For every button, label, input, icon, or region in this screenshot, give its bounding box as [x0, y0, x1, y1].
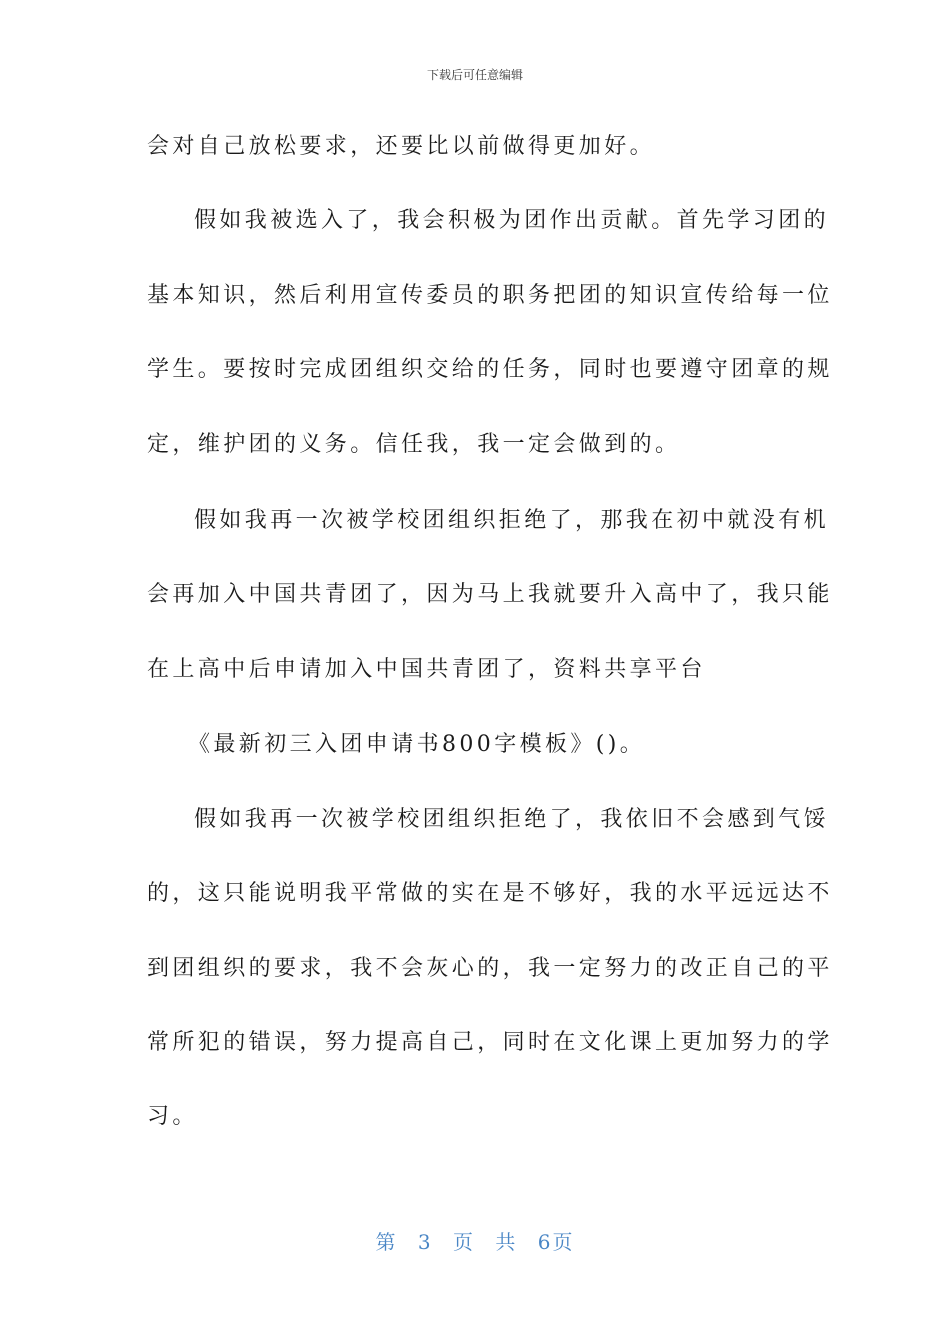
footer-total-label: 共 — [495, 1230, 518, 1254]
text-line: 基本知识，然后利用宣传委员的职务把团的知识宣传给每一位 — [147, 283, 833, 308]
text-line: 会再加入中国共青团了，因为马上我就要升入高中了，我只能 — [147, 582, 833, 607]
footer-page-label: 页 — [453, 1230, 475, 1254]
text-line: 习。 — [147, 1104, 198, 1129]
footer-total-pages: 6页 — [537, 1230, 575, 1254]
text-line: 假如我再一次被学校团组织拒绝了，我依旧不会感到气馁 — [194, 807, 830, 832]
page-footer — [0, 1226, 950, 1255]
text-line: 《最新初三入团申请书800字模板》()。 — [188, 732, 646, 757]
text-line: 在上高中后申请加入中国共青团了，资料共享平台 — [147, 657, 706, 682]
text-line: 的，这只能说明我平常做的实在是不够好，我的水平远远达不 — [147, 881, 833, 906]
text-line: 假如我被选入了，我会积极为团作出贡献。首先学习团的 — [194, 208, 830, 233]
footer-prefix: 第 — [375, 1230, 398, 1254]
text-line: 会对自己放松要求，还要比以前做得更加好。 — [147, 134, 656, 159]
text-line: 假如我再一次被学校团组织拒绝了，那我在初中就没有机 — [194, 508, 830, 533]
footer-page-number: 3 — [417, 1230, 433, 1254]
text-line: 到团组织的要求，我不会灰心的，我一定努力的改正自己的平 — [147, 956, 833, 981]
text-line: 常所犯的错误，努力提高自己，同时在文化课上更加努力的学 — [147, 1030, 833, 1055]
text-line: 学生。要按时完成团组织交给的任务，同时也要遵守团章的规 — [147, 357, 833, 382]
text-line: 定，维护团的义务。信任我，我一定会做到的。 — [147, 432, 681, 457]
page-header: 下载后可任意编辑 — [426, 68, 523, 82]
